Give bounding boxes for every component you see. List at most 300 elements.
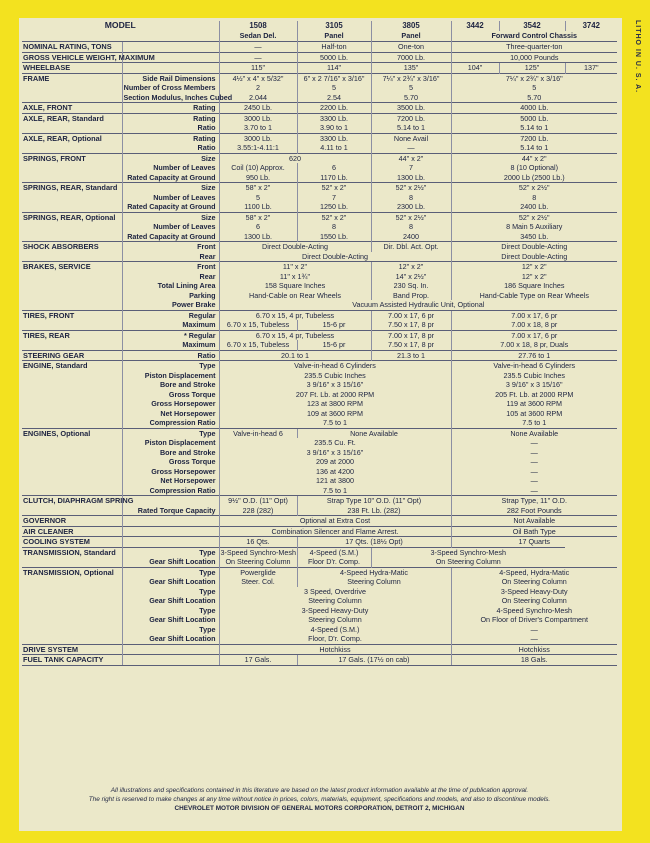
spec-subcategory: Gross Torque	[122, 390, 219, 400]
body-type: Panel	[297, 31, 371, 42]
spec-row	[22, 281, 617, 291]
spec-row	[22, 448, 617, 458]
spec-value: 9½" O.D. (11" Opt)	[219, 496, 297, 506]
body-type: Forward Control Chassis	[451, 31, 617, 42]
spec-value: None Available	[451, 428, 617, 438]
spec-value: 3500 Lb.	[371, 103, 451, 114]
spec-row	[22, 340, 617, 350]
spec-category	[22, 300, 122, 310]
spec-category	[22, 457, 122, 467]
spec-subcategory: Size	[122, 153, 219, 163]
spec-category	[22, 438, 122, 448]
spec-category	[22, 202, 122, 212]
publisher-line: CHEVROLET MOTOR DIVISION OF GENERAL MOTORS CORPORATION, DETROIT 2, MICHIGAN	[174, 805, 465, 812]
spec-row	[22, 547, 617, 557]
spec-value: 1100 Lb.	[219, 202, 297, 212]
spec-value: Hand-Cable Type on Rear Wheels	[451, 291, 617, 301]
spec-value: 5000 Lb.	[451, 113, 617, 123]
spec-value: 8	[371, 222, 451, 232]
spec-value: 3.90 to 1	[297, 123, 371, 133]
spec-value: 7.00 x 18, 8 pr	[451, 320, 617, 330]
spec-value: 7¼" x 2¾" x 3/16"	[451, 73, 617, 83]
spec-value: None Available	[297, 428, 451, 438]
spec-value: 5	[451, 83, 617, 93]
spec-subcategory: Front	[122, 242, 219, 252]
spec-value: 52" x 2"	[297, 183, 371, 193]
spec-category: WHEELBASE	[22, 63, 122, 74]
spec-subcategory: Maximum	[122, 340, 219, 350]
spec-value: 8	[371, 193, 451, 203]
spec-subcategory: Type	[122, 625, 219, 635]
spec-subcategory: Compression Ratio	[122, 486, 219, 496]
spec-row	[22, 418, 617, 428]
spec-row	[22, 330, 617, 340]
spec-row	[22, 516, 617, 527]
spec-value: —	[451, 634, 617, 644]
spec-value: None Avail	[371, 133, 451, 143]
spec-value: 7000 Lb.	[371, 52, 451, 63]
spec-value: 205 Ft. Lb. at 2000 RPM	[451, 390, 617, 400]
spec-value: 109 at 3600 RPM	[219, 409, 451, 419]
spec-subcategory: Type	[122, 587, 219, 597]
spec-value: On Floor of Driver's Compartment	[451, 615, 617, 625]
spec-value: Not Available	[451, 516, 617, 527]
spec-subcategory: Front	[122, 262, 219, 272]
spec-value: 44" x 2"	[451, 153, 617, 163]
spec-value: On Steering Column	[219, 557, 297, 567]
spec-category: AXLE, REAR, Standard	[22, 113, 122, 123]
spec-value: —	[451, 448, 617, 458]
spec-value: 282 Foot Pounds	[451, 506, 617, 516]
spec-category: AXLE, FRONT	[22, 103, 122, 114]
spec-value: 6	[219, 222, 297, 232]
spec-row	[22, 222, 617, 232]
spec-value: 4½" x 4" x 5/32"	[219, 73, 297, 83]
spec-row	[22, 390, 617, 400]
spec-value: 207 Ft. Lb. at 2000 RPM	[219, 390, 451, 400]
spec-subcategory: Rating	[122, 103, 219, 114]
spec-row	[22, 496, 617, 506]
spec-value: 3-Speed Heavy-Duty	[219, 606, 451, 616]
spec-value: 58" x 2"	[219, 212, 297, 222]
spec-value: 20.1 to 1	[219, 350, 371, 361]
spec-value: 8 Main 5 Auxiliary	[451, 222, 617, 232]
spec-row	[22, 93, 617, 103]
spec-category	[22, 272, 122, 282]
spec-category: ENGINE, Standard	[22, 361, 122, 371]
spec-value: 2.044	[219, 93, 297, 103]
spec-value: Steer. Col.	[219, 577, 297, 587]
spec-subcategory: Bore and Stroke	[122, 380, 219, 390]
spec-subcategory: Gear Shift Location	[122, 615, 219, 625]
spec-value: 7.00 x 17, 6 pr	[451, 310, 617, 320]
spec-category: SPRINGS, REAR, Standard	[22, 183, 122, 193]
spec-value: 12" x 2"	[371, 262, 451, 272]
spec-category	[22, 93, 122, 103]
spec-value: 44" x 2"	[371, 153, 451, 163]
spec-value: 7.50 x 17, 8 pr	[371, 340, 451, 350]
spec-value: 3.55:1-4.11:1	[219, 143, 297, 153]
spec-row	[22, 526, 617, 537]
spec-category: GOVERNOR	[22, 516, 122, 527]
spec-value: On Steering Column	[451, 596, 617, 606]
spec-value: 7.5 to 1	[219, 486, 451, 496]
spec-value: 235.5 Cu. Ft.	[219, 438, 451, 448]
spec-subcategory: Number of Cross Members	[122, 83, 219, 93]
spec-value: 5.70	[371, 93, 451, 103]
spec-category	[22, 281, 122, 291]
spec-value: 6.70 x 15, 4 pr, Tubeless	[219, 310, 371, 320]
spec-value: 27.76 to 1	[451, 350, 617, 361]
spec-category: SPRINGS, REAR, Optional	[22, 212, 122, 222]
spec-category	[22, 232, 122, 242]
spec-value: 105 at 3600 RPM	[451, 409, 617, 419]
spec-value: 6.70 x 15, Tubeless	[219, 320, 297, 330]
spec-row	[22, 634, 617, 644]
spec-row	[22, 457, 617, 467]
spec-category	[22, 371, 122, 381]
spec-value: 2000 Lb (2500 Lb.)	[451, 173, 617, 183]
spec-row	[22, 320, 617, 330]
spec-subcategory: Type	[122, 567, 219, 577]
spec-value: 16 Qts.	[219, 537, 297, 548]
spec-value: —	[451, 476, 617, 486]
spec-subcategory: Number of Leaves	[122, 193, 219, 203]
spec-value: Floor, D'r. Comp.	[219, 634, 451, 644]
spec-value: 17 Gals. (17½ on cab)	[297, 655, 451, 666]
spec-value: Combination Silencer and Flame Arrest.	[219, 526, 451, 537]
spec-subcategory: Piston Displacement	[122, 371, 219, 381]
spec-subcategory	[122, 644, 219, 655]
spec-value: 125"	[499, 63, 565, 74]
spec-value: Powerglide	[219, 567, 297, 577]
spec-value: 4-Speed (S.M.)	[219, 625, 451, 635]
spec-row	[22, 291, 617, 301]
spec-subcategory: Ratio	[122, 123, 219, 133]
spec-value: 15-6 pr	[297, 340, 371, 350]
spec-row	[22, 587, 617, 597]
spec-row	[22, 113, 617, 123]
spec-subcategory	[122, 496, 219, 506]
spec-value: Coil (10) Approx.	[219, 163, 297, 173]
spec-row	[22, 644, 617, 655]
spec-value: Half-ton	[297, 42, 371, 53]
spec-category	[22, 409, 122, 419]
spec-value: Direct Double-Acting	[451, 242, 617, 252]
spec-category: TRANSMISSION, Optional	[22, 567, 122, 577]
spec-row	[22, 143, 617, 153]
spec-category	[22, 506, 122, 516]
spec-category	[22, 486, 122, 496]
spec-value: 2450 Lb.	[219, 103, 297, 114]
spec-value: Three-quarter-ton	[451, 42, 617, 53]
spec-subcategory: Rating	[122, 113, 219, 123]
spec-subcategory: Size	[122, 183, 219, 193]
spec-subcategory: Rated Capacity at Ground	[122, 232, 219, 242]
spec-value: 104"	[451, 63, 499, 74]
spec-value: 7	[371, 163, 451, 173]
spec-value: 1250 Lb.	[297, 202, 371, 212]
spec-value: Steering Column	[219, 596, 451, 606]
model-number: 1508	[219, 21, 297, 31]
spec-value: 10,000 Pounds	[451, 52, 617, 63]
spec-subcategory: Rating	[122, 133, 219, 143]
spec-value: 3450 Lb.	[451, 232, 617, 242]
spec-row	[22, 103, 617, 114]
spec-category	[22, 173, 122, 183]
spec-row	[22, 625, 617, 635]
model-number: 3742	[565, 21, 617, 31]
spec-category: DRIVE SYSTEM	[22, 644, 122, 655]
spec-value: 235.5 Cubic Inches	[451, 371, 617, 381]
spec-value: 228 (282)	[219, 506, 297, 516]
spec-value: Oil Bath Type	[451, 526, 617, 537]
spec-value: 17 Gals.	[219, 655, 297, 666]
spec-value: 7.00 x 17, 6 pr	[371, 310, 451, 320]
spec-value: On Steering Column	[451, 577, 617, 587]
spec-value: 8	[451, 193, 617, 203]
spec-row	[22, 242, 617, 252]
spec-value: 209 at 2000	[219, 457, 451, 467]
spec-row	[22, 52, 617, 63]
spec-row	[22, 361, 617, 371]
spec-value: 6.70 x 15, 4 pr, Tubeless	[219, 330, 371, 340]
spec-category: CLUTCH, DIAPHRAGM SPRING	[23, 496, 134, 505]
spec-value: 21.3 to 1	[371, 350, 451, 361]
spec-subcategory: Bore and Stroke	[122, 448, 219, 458]
spec-category	[22, 252, 122, 262]
spec-value: 3 9/16" x 3 15/16"	[451, 380, 617, 390]
spec-value: 5	[219, 193, 297, 203]
spec-value: 1550 Lb.	[297, 232, 371, 242]
spec-row	[22, 476, 617, 486]
spec-category	[22, 380, 122, 390]
model-label: MODEL	[104, 20, 136, 31]
spec-value: Steering Column	[297, 577, 451, 587]
spec-value: 52" x 2½"	[371, 183, 451, 193]
spec-subcategory: Gear Shift Location	[122, 596, 219, 606]
spec-value: Valve-in-head 6 Cylinders	[219, 361, 451, 371]
spec-category: BRAKES, SERVICE	[22, 262, 122, 272]
spec-row	[22, 42, 617, 53]
spec-value: 1170 Lb.	[297, 173, 371, 183]
spec-category	[22, 557, 122, 567]
spec-row	[22, 537, 617, 548]
disclaimer	[22, 786, 617, 813]
spec-value: 7.00 x 18, 8 pr, Duals	[451, 340, 617, 350]
spec-value: 3-Speed Synchro-Mesh	[371, 547, 565, 557]
spec-value: One-ton	[371, 42, 451, 53]
spec-category: AXLE, REAR, Optional	[22, 133, 122, 143]
spec-category	[22, 476, 122, 486]
spec-value: 14" x 2½"	[371, 272, 451, 282]
spec-value: 58" x 2"	[219, 183, 297, 193]
spec-value: 186 Square Inches	[451, 281, 617, 291]
spec-value: Steering Column	[219, 615, 451, 625]
spec-category	[22, 606, 122, 616]
spec-value: 3 Speed, Overdrive	[219, 587, 451, 597]
spec-category: TIRES, FRONT	[22, 310, 122, 320]
spec-subcategory	[122, 526, 219, 537]
spec-row	[22, 193, 617, 203]
spec-subcategory: Power Brake	[122, 300, 219, 310]
model-header-row	[22, 21, 617, 31]
spec-value: Vacuum Assisted Hydraulic Unit, Optional	[219, 300, 617, 310]
spec-value: 52" x 2"	[297, 212, 371, 222]
spec-value: Floor D'r. Comp.	[297, 557, 371, 567]
model-number: 3442	[451, 21, 499, 31]
spec-value: 7	[297, 193, 371, 203]
spec-value: 11" x 2"	[219, 262, 371, 272]
spec-value: —	[451, 467, 617, 477]
spec-row	[22, 567, 617, 577]
spec-category	[22, 577, 122, 587]
spec-value: 6" x 2 7/16" x 3/16"	[297, 73, 371, 83]
spec-row	[22, 467, 617, 477]
spec-row	[22, 428, 617, 438]
spec-subcategory: Number of Leaves	[122, 222, 219, 232]
spec-row	[22, 252, 617, 262]
spec-value: 2.54	[297, 93, 371, 103]
spec-value: 7¼" x 2¾" x 3/16"	[371, 73, 451, 83]
spec-row	[22, 300, 617, 310]
spec-subcategory: * Regular	[122, 330, 219, 340]
model-number: 3105	[297, 21, 371, 31]
spec-subcategory: Gross Horsepower	[122, 467, 219, 477]
spec-category: COOLING SYSTEM	[22, 537, 122, 548]
spec-value: —	[451, 438, 617, 448]
spec-value: 8	[297, 222, 371, 232]
spec-value: 2300 Lb.	[371, 202, 451, 212]
spec-category	[22, 390, 122, 400]
spec-value: 2	[219, 83, 297, 93]
spec-subcategory: Type	[122, 606, 219, 616]
spec-subcategory: Parking	[122, 291, 219, 301]
spec-category: GROSS VEHICLE WEIGHT, MAXIMUM	[23, 52, 155, 62]
spec-row	[22, 183, 617, 193]
spec-row	[22, 83, 617, 93]
spec-row	[22, 310, 617, 320]
spec-subcategory	[122, 42, 219, 53]
spec-subcategory	[122, 537, 219, 548]
spec-value: 6.70 x 15, Tubeless	[219, 340, 297, 350]
spec-value: Strap Type, 11" O.D.	[451, 496, 617, 506]
spec-row	[22, 596, 617, 606]
spec-row	[22, 409, 617, 419]
spec-value: Valve-in-head 6 Cylinders	[451, 361, 617, 371]
spec-category: FUEL TANK CAPACITY	[22, 655, 122, 666]
spec-subcategory: Rear	[122, 252, 219, 262]
spec-value: 137"	[565, 63, 617, 74]
spec-sheet	[19, 18, 622, 831]
spec-value: 7.50 x 17, 8 pr	[371, 320, 451, 330]
spec-value: 4-Speed Synchro-Mesh	[451, 606, 617, 616]
spec-subcategory: Net Horsepower	[122, 409, 219, 419]
spec-subcategory: Size	[122, 212, 219, 222]
disclaimer-line-2: The right is reserved to make changes at any time without notice in prices, colors, materials, equipment, specifications and models, and also to discontinue models.	[88, 796, 551, 803]
spec-row	[22, 606, 617, 616]
spec-value: Hotchkiss	[219, 644, 451, 655]
spec-category	[22, 615, 122, 625]
spec-value: Hand-Cable on Rear Wheels	[219, 291, 371, 301]
spec-category	[22, 634, 122, 644]
spec-category	[22, 123, 122, 133]
spec-value: 3-Speed Heavy-Duty	[451, 587, 617, 597]
spec-subcategory	[122, 655, 219, 666]
spec-row	[22, 232, 617, 242]
spec-value: Hotchkiss	[451, 644, 617, 655]
spec-value: 5	[297, 83, 371, 93]
spec-category	[22, 320, 122, 330]
spec-value: 3000 Lb.	[219, 113, 297, 123]
spec-value: 230 Sq. In.	[371, 281, 451, 291]
spec-subcategory: Regular	[122, 310, 219, 320]
spec-subcategory: Type	[122, 361, 219, 371]
spec-row	[22, 133, 617, 143]
body-type: Sedan Del.	[219, 31, 297, 42]
spec-value: 2400	[371, 232, 451, 242]
spec-value: 4-Speed, Hydra-Matic	[451, 567, 617, 577]
spec-value: 3.70 to 1	[219, 123, 297, 133]
spec-category: SPRINGS, FRONT	[22, 153, 122, 163]
spec-value: 1300 Lb.	[371, 173, 451, 183]
spec-category: SHOCK ABSORBERS	[22, 242, 122, 252]
spec-subcategory: Maximum	[122, 320, 219, 330]
spec-subcategory: Type	[122, 428, 219, 438]
spec-value: 123 at 3800 RPM	[219, 399, 451, 409]
spec-value: 121 at 3800	[219, 476, 451, 486]
spec-value: 6	[297, 163, 371, 173]
spec-subcategory	[122, 63, 219, 74]
spec-subcategory: Total Lining Area	[122, 281, 219, 291]
spec-row	[22, 212, 617, 222]
spec-value: 52" x 2½"	[371, 212, 451, 222]
spec-value: —	[451, 457, 617, 467]
spec-row	[22, 506, 617, 516]
spec-subcategory: Side Rail Dimensions	[122, 73, 219, 83]
spec-row	[22, 438, 617, 448]
spec-value: 11" x 1¾"	[219, 272, 371, 282]
spec-value: Strap Type 10" O.D. (11" Opt)	[297, 496, 451, 506]
spec-value: 15-6 pr	[297, 320, 371, 330]
spec-subcategory: Ratio	[122, 350, 219, 361]
spec-row	[22, 380, 617, 390]
body-type: Panel	[371, 31, 451, 42]
spec-value: 12" x 2"	[451, 272, 617, 282]
spec-row	[22, 486, 617, 496]
spec-row	[22, 350, 617, 361]
spec-row	[22, 73, 617, 83]
spec-table	[22, 21, 617, 666]
spec-value: —	[451, 486, 617, 496]
spec-subcategory: Gear Shift Location	[122, 634, 219, 644]
spec-value: 4.11 to 1	[297, 143, 371, 153]
spec-value: 235.5 Cubic Inches	[219, 371, 451, 381]
spec-value: Optional at Extra Cost	[219, 516, 451, 527]
spec-value: 8 (10 Optional)	[451, 163, 617, 173]
spec-value: 18 Gals.	[451, 655, 617, 666]
spec-value: 119 at 3600 RPM	[451, 399, 617, 409]
spec-subcategory: Piston Displacement	[122, 438, 219, 448]
spec-value: 7200 Lb.	[371, 113, 451, 123]
spec-value: 4-Speed (S.M.)	[297, 547, 371, 557]
spec-value: 114"	[297, 63, 371, 74]
spec-subcategory: Gear Shift Location	[122, 577, 219, 587]
spec-value: On Steering Column	[371, 557, 565, 567]
spec-value: —	[371, 143, 451, 153]
spec-value: 17 Qts. (18½ Opt)	[297, 537, 451, 548]
spec-subcategory: Section Modulus, Inches Cubed	[123, 92, 233, 102]
